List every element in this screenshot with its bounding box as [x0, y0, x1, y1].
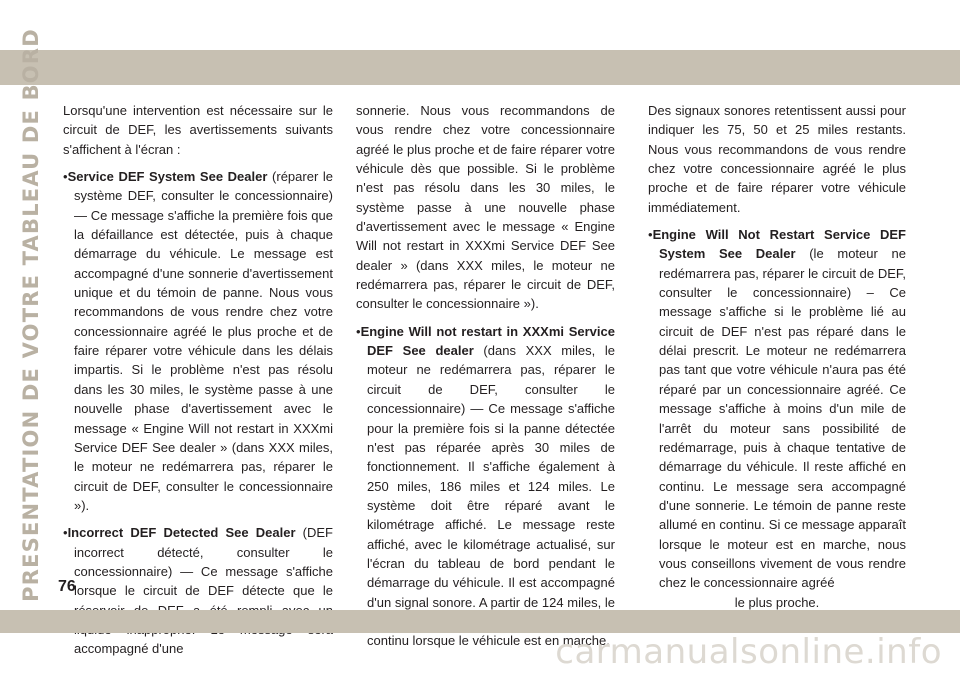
bullet-item-service-def: [63, 167, 333, 515]
bullet-item-engine-will-not-restart-xxx: [356, 322, 615, 651]
bullet-body: (le moteur ne redémarrera pas, réparer le circuit de DEF, consulter le concessionnaire) – Ce message s'affiche si le problème lié au circuit de DEF n'est pas réparé dans le délai prescrit. Le moteur ne redémarrera pas tant que votre véhicule n'aura pas été réparé par un concessionnaire agréé. Ce message s'affiche à moins d'un mile de l'arrêt du moteur sans possibilité de redémarrage, puis à chaque tentative de démarrage du véhicule. Il reste affiché en continu. Le message sera accompagné d'une sonnerie. Le témoin de panne reste allumé en continu. Si ce message apparaît lorsque le moteur est en marche, nous vous conseillons vivement de vous rendre chez le concessionnaire agréé: [659, 246, 906, 591]
bullet-title: Incorrect DEF Detected See Dealer: [67, 525, 296, 541]
bullet-title: Service DEF System See Dealer: [67, 169, 268, 185]
footer-band: [0, 610, 960, 633]
bullet-body: (réparer le système DEF, consulter le concessionnaire) — Ce message s'affiche la première fois que la défaillance est détectée, puis à chaque démarrage du véhicule. Le message est accompagné d'une sonnerie d'avertissement unique et du témoin de panne. Nous vous recommandons de vous rendre chez votre concessionnaire agréé le plus proche et de faire réparer votre véhicule dans les délais impartis. Si le problème n'est pas résolu dans les 30 miles, le système passe à une nouvelle phase d'avertissement avec le message « Engine Will not restart in XXXmi Service DEF See dealer » (dans XXX miles, le moteur ne redémarrera pas, réparer le circuit de DEF, consulter le concessionnaire »).: [74, 169, 334, 513]
bullet-title: Engine Will Not Restart Service DEF System See Dealer: [652, 227, 906, 262]
bullet-symbol: •: [63, 169, 68, 185]
bullet-body: (DEF incorrect détecté, consulter le concessionnaire) — Ce message s'affiche lorsque le circuit de DEF détecte que le accompagné d'une: [74, 525, 333, 657]
side-title-text: PRESENTATION DE VOTRE TABLEAU DE BORD: [19, 28, 43, 602]
bullet-item-incorrect-def: [63, 523, 333, 658]
text-column-3: [648, 101, 906, 620]
bullet-item-engine-will-not-restart: [648, 225, 906, 593]
continued-paragraph: Des signaux sonores retentissent aussi pour indiquer les 75, 50 et 25 miles restants. Nous vous recommandons de vous rendre chez votre concessionnaire agréé le plus proche et de faire réparer votre véhicule immédiatement.: [648, 103, 906, 215]
text-column-1: [63, 101, 333, 667]
bullet-body: (dans XXX miles, le moteur ne redémarrera pas, réparer le circuit de DEF, consulter le concessionnaire) — Ce message s'affiche pour la première fois si la panne détectée n'est pas réparée après 30 miles de fonctionnement. Il s'affiche également à 250 miles, 186 miles et 124 miles. Le système doit être réparé avant le kilométrage affiché. Le message reste affiché, avec le kilométrage actualisé, sur l'écran du tableau de bord pendant le démarrage du véhicule. Il est accompagné d'un signal sonore. A partir de 124 miles, le continu lorsque le véhicule est en marche.: [367, 343, 616, 649]
section-side-title: [14, 28, 48, 602]
bullet-symbol: •: [648, 227, 653, 243]
intro-paragraph: Lorsqu'une intervention est nécessaire sur le circuit de DEF, les avertissements suivants s'affichent à l'écran :: [63, 103, 333, 157]
header-band: [0, 50, 960, 85]
continued-paragraph: sonnerie. Nous vous recommandons de vous rendre chez votre concessionnaire agréé le plus proche et de faire réparer votre véhicule dès que possible. Si le problème n'est pas résolu dans les 30 miles, le système passe à une nouvelle phase d'avertissement avec le message « Engine Will not restart in XXXmi Service DEF See dealer » (dans XXX miles, le moteur ne redémarrera pas, réparer le circuit de DEF, consulter le concessionnaire »).: [356, 103, 615, 312]
bullet-title: Engine Will not restart in XXXmi Service DEF See dealer: [360, 323, 615, 359]
watermark-text: carmanualsonline.info: [555, 632, 942, 672]
text-column-2: [356, 101, 615, 659]
bullet-symbol: •: [356, 323, 361, 339]
page-number: 76: [58, 578, 76, 595]
bullet-symbol: •: [63, 525, 68, 541]
final-line: le plus proche.: [734, 594, 820, 610]
